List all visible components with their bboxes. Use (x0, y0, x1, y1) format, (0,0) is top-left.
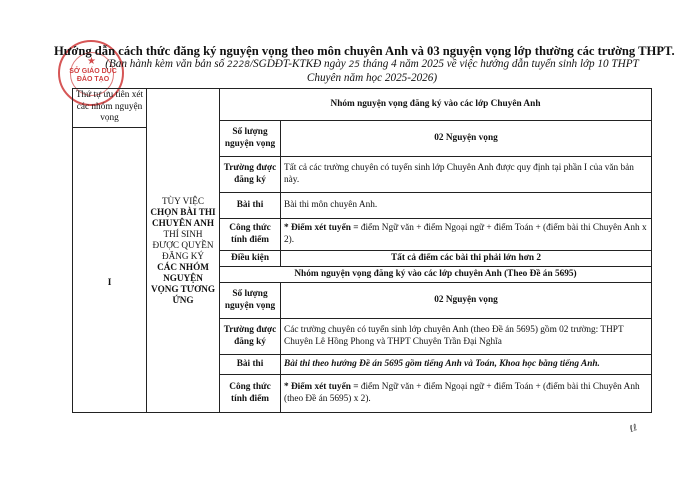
seal-star-icon: ★ (87, 56, 96, 67)
priority-number: I (107, 277, 112, 288)
group1-label-count: Số lượng nguyện vọng (220, 121, 281, 157)
middle-text-1: TÙY VIỆC (161, 195, 205, 206)
group2-value-schools: Các trường chuyên có tuyển sinh lớp chuyên Anh (theo Đề án 5695) gồm 02 trường: THPT Chuyên Lê Hồng Phong và THPT Chuyên Trần Đại Nghĩa (281, 319, 652, 355)
group1-value-exam: Bài thi môn chuyên Anh. (281, 193, 652, 219)
group2-label-count: Số lượng nguyện vọng (220, 283, 281, 319)
initials-mark: ℓℓ (628, 423, 639, 435)
day-handwritten: 25 (348, 60, 361, 70)
group2-header: Nhóm nguyện vọng đăng ký vào các lớp chuyên Anh (Theo Đề án 5695) (220, 267, 652, 283)
subtitle-suffix: tháng 4 năm 2025 về việc hướng dẫn tuyển sinh lớp 10 THPT Chuyên năm học 2025-2026) (306, 58, 639, 84)
group1-header: Nhóm nguyện vọng đăng ký vào các lớp Chuyên Anh (220, 89, 652, 121)
group2-formula-text: điểm Ngữ văn + điểm Ngoại ngữ + điểm Toán + (điểm bài thi Chuyên Anh (theo Đề án 5695) x 2). (284, 382, 640, 404)
group1-value-count: 02 Nguyện vọng (281, 121, 652, 157)
group1-value-condition: Tất cả điểm các bài thi phải lớn hơn 2 (281, 251, 652, 267)
seal-top-text: SỞ GIÁO DỤC (69, 68, 117, 75)
group2-label-schools: Trường được đăng ký (220, 319, 281, 355)
group1-formula-text: điểm Ngữ văn + điểm Ngoại ngữ + điểm Toán + (điểm bài thi Chuyên Anh x 2). (284, 223, 647, 245)
document-subtitle (92, 58, 652, 85)
group2-value-formula (281, 375, 652, 413)
subtitle-middle: /SGDĐT-KTKĐ ngày (249, 58, 346, 70)
middle-instruction-cell (147, 89, 220, 413)
group1-label-formula: Công thức tính điểm (220, 219, 281, 251)
col1-header: Thứ tự ưu tiên xét các nhóm nguyện vọng (73, 90, 146, 128)
group2-label-exam: Bài thi (220, 355, 281, 375)
doc-number-handwritten: 2228 (227, 60, 250, 70)
group2-value-exam: Bài thi theo hướng Đề án 5695 gồm tiếng Anh và Toán, Khoa học bằng tiếng Anh. (281, 355, 652, 375)
group1-value-schools: Tất cả các trường chuyên có tuyển sinh lớp Chuyên Anh được quy định tại phần I của văn bản này. (281, 157, 652, 193)
subtitle-prefix: (Ban hành kèm văn bản số (105, 58, 225, 70)
middle-text-3: THÍ SINH ĐƯỢC QUYỀN ĐĂNG KÝ (152, 228, 214, 261)
group1-value-formula (281, 219, 652, 251)
priority-column (73, 89, 147, 413)
middle-text-4: CÁC NHÓM NGUYỆN VỌNG TƯƠNG ỨNG (150, 261, 216, 305)
middle-text-2: CHỌN BÀI THI CHUYÊN ANH (150, 206, 216, 228)
document-title: Hướng dẫn cách thức đăng ký nguyện vọng theo môn chuyên Anh và 03 nguyện vọng lớp thường các trường THPT. (54, 44, 675, 58)
registration-table (72, 88, 652, 413)
group1-formula-bold: * Điểm xét tuyển = (284, 223, 359, 233)
group1-label-schools: Trường được đăng ký (220, 157, 281, 193)
group2-value-count: 02 Nguyện vọng (281, 283, 652, 319)
group1-label-exam: Bài thi (220, 193, 281, 219)
group2-label-formula: Công thức tính điểm (220, 375, 281, 413)
seal-bottom-text: ĐÀO TẠO (76, 76, 110, 83)
group2-formula-bold: * Điểm xét tuyển = (284, 382, 359, 392)
group1-label-condition: Điều kiện (220, 251, 281, 267)
